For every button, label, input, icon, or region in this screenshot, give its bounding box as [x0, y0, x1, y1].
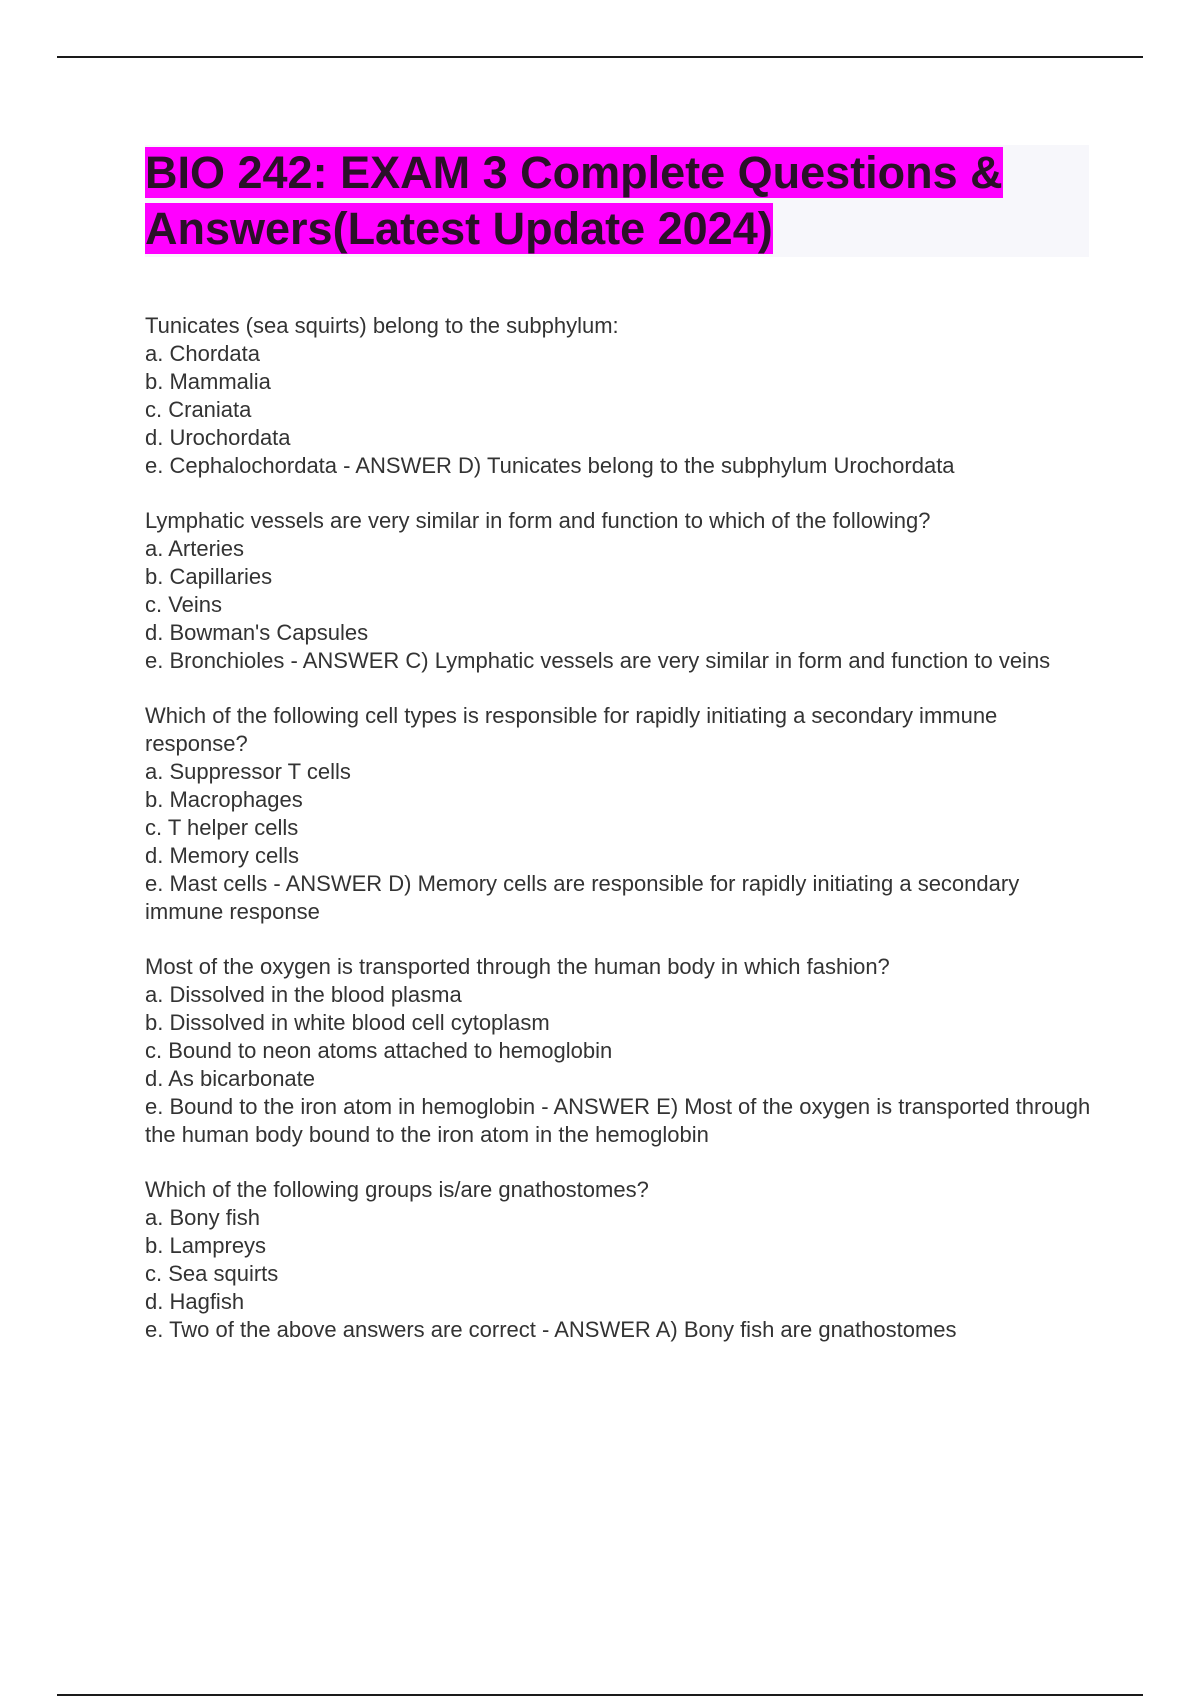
title-line-2: Answers(Latest Update 2024) — [145, 203, 773, 254]
option-e-answer: e. Cephalochordata - ANSWER D) Tunicates belong to the subphylum Urochordata — [145, 453, 955, 478]
option-c: c. Craniata — [145, 397, 252, 422]
question-text: Most of the oxygen is transported through the human body in which fashion? — [145, 954, 890, 979]
question-item — [145, 953, 1095, 1149]
option-b: b. Mammalia — [145, 369, 271, 394]
option-d: d. Hagfish — [145, 1289, 245, 1314]
question-list — [145, 312, 1095, 1371]
option-b: b. Lampreys — [145, 1233, 267, 1258]
option-b: b. Macrophages — [145, 787, 303, 812]
option-a: a. Chordata — [145, 341, 260, 366]
option-a: a. Suppressor T cells — [145, 759, 351, 784]
option-a: a. Bony fish — [145, 1205, 260, 1230]
question-item — [145, 507, 1095, 675]
option-c: c. Sea squirts — [145, 1261, 279, 1286]
title-block — [145, 145, 1089, 257]
option-e-answer: e. Bronchioles - ANSWER C) Lymphatic vessels are very similar in form and function to veins — [145, 648, 1051, 673]
question-item — [145, 312, 1095, 480]
option-e-answer: e. Bound to the iron atom in hemoglobin - ANSWER E) Most of the oxygen is transported through the human body bound to the iron atom in the hemoglobin — [145, 1094, 1091, 1147]
option-d: d. Bowman's Capsules — [145, 620, 369, 645]
title-line-1: BIO 242: EXAM 3 Complete Questions & — [145, 147, 1003, 198]
option-e-answer: e. Two of the above answers are correct - ANSWER A) Bony fish are gnathostomes — [145, 1317, 957, 1342]
option-d: d. Urochordata — [145, 425, 291, 450]
option-e-answer: e. Mast cells - ANSWER D) Memory cells are responsible for rapidly initiating a secondary immune response — [145, 871, 1020, 924]
option-a: a. Dissolved in the blood plasma — [145, 982, 462, 1007]
option-b: b. Capillaries — [145, 564, 273, 589]
question-text: Which of the following groups is/are gnathostomes? — [145, 1177, 649, 1202]
option-c: c. T helper cells — [145, 815, 299, 840]
question-text: Tunicates (sea squirts) belong to the subphylum: — [145, 313, 619, 338]
bottom-rule — [57, 1694, 1143, 1696]
top-rule — [57, 56, 1143, 58]
question-text: Lymphatic vessels are very similar in form and function to which of the following? — [145, 508, 931, 533]
option-c: c. Veins — [145, 592, 223, 617]
option-b: b. Dissolved in white blood cell cytoplasm — [145, 1010, 550, 1035]
option-d: d. As bicarbonate — [145, 1066, 316, 1091]
question-item — [145, 702, 1095, 926]
option-d: d. Memory cells — [145, 843, 300, 868]
question-text: Which of the following cell types is responsible for rapidly initiating a secondary immune response? — [145, 703, 998, 756]
question-item — [145, 1176, 1095, 1344]
option-c: c. Bound to neon atoms attached to hemoglobin — [145, 1038, 613, 1063]
document-title — [145, 145, 1089, 257]
option-a: a. Arteries — [145, 536, 245, 561]
